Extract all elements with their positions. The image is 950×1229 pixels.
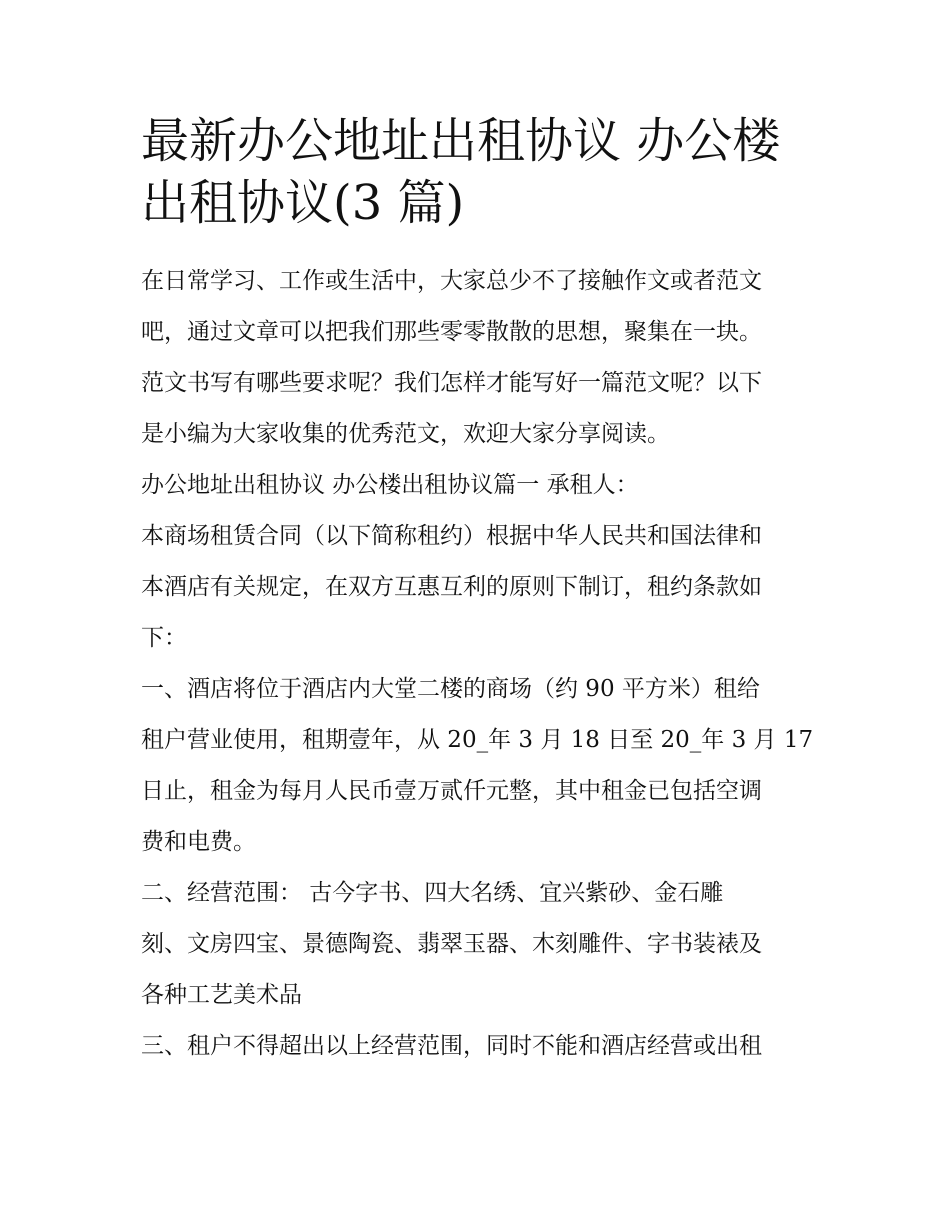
text-line: 本商场租赁合同（以下简称租约）根据中华人民共和国法律和 [141,523,762,549]
text-line: 三、租户不得超出以上经营范围，同时不能和酒店经营或出租 [141,1033,762,1059]
text-line: 租户营业使用，租期壹年，从 20_年 3 月 18 日至 20_年 3 月 17 [141,727,814,753]
text-line: 在日常学习、工作或生活中，大家总少不了接触作文或者范文 [141,268,762,294]
title-line-1: 最新办公地址出租协议 办公楼 [141,113,781,169]
text-line: 下： [141,625,187,651]
clause-two-paragraph [141,868,815,1021]
intro-paragraph [141,256,815,460]
section-heading-paragraph [141,460,815,511]
document-body [141,256,815,1072]
text-line: 范文书写有哪些要求呢？我们怎样才能写好一篇范文呢？以下 [141,370,762,396]
text-line: 一、酒店将位于酒店内大堂二楼的商场（约 90 平方米）租给 [141,676,760,702]
text-line: 二、经营范围： 古今字书、四大名绣、宜兴紫砂、金石雕 [141,880,724,906]
contract-preamble-paragraph [141,511,815,664]
clause-three-paragraph [141,1021,815,1072]
text-line: 日止，租金为每月人民币壹万贰仟元整，其中租金已包括空调 [141,778,762,804]
text-line: 是小编为大家收集的优秀范文，欢迎大家分享阅读。 [141,421,670,447]
text-line: 费和电费。 [141,829,256,855]
document-title [141,110,815,234]
title-line-2: 出租协议(3 篇) [141,175,465,231]
text-line: 本酒店有关规定，在双方互惠互利的原则下制订，租约条款如 [141,574,762,600]
text-line: 办公地址出租协议 办公楼出租协议篇一 承租人： [141,472,639,498]
clause-one-paragraph [141,664,815,868]
text-line: 吧，通过文章可以把我们那些零零散散的思想，聚集在一块。 [141,319,762,345]
text-line: 各种工艺美术品 [141,982,302,1008]
text-line: 刻、文房四宝、景德陶瓷、翡翠玉器、木刻雕件、字书装裱及 [141,931,762,957]
